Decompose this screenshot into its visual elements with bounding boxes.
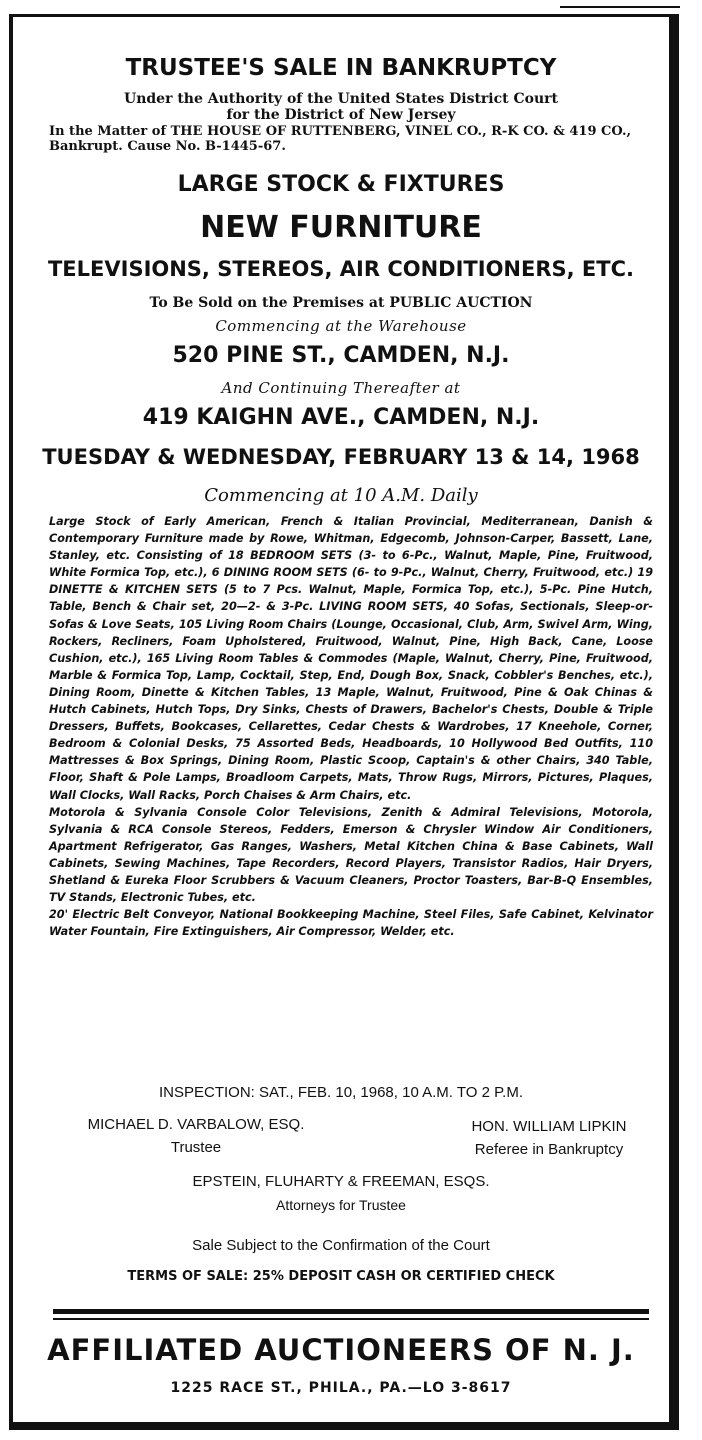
attorneys-title: Attorneys for Trustee	[276, 1197, 406, 1213]
auction-advertisement	[9, 14, 679, 1430]
electronics-paragraph: Motorola & Sylvania Console Color Televisions, Zenith & Admiral Televisions, Motorola, Sylvania & RCA Console Stereos, Fedders, Emerson & Chrysler Window Air Conditioners, Apartment Refrigerator, Gas Ranges, Washers, Metal Kitchen China & Base Cabinets, Wall Cabinets, Sewing Machines, Tape Recorders, Record Players, Transistor Radios, Hair Dryers, Shetland & Eureka Floor Scrubbers & Vacuum Cleaners, Proctor Toasters, Bar-B-Q Ensembles, TV Stands, Electronic Tubes, etc.	[49, 805, 653, 905]
authority-line-2: for the District of New Jersey	[226, 107, 456, 123]
trustee-title: Trustee	[170, 1139, 222, 1156]
attorneys-name: EPSTEIN, FLUHARTY & FREEMAN, ESQS.	[192, 1173, 490, 1190]
ad-title: TRUSTEE'S SALE IN BANKRUPTCY	[125, 55, 557, 81]
auctioneer-address: 1225 RACE ST., PHILA., PA.—LO 3-8617	[170, 1380, 512, 1396]
furniture-paragraph: Large Stock of Early American, French & Italian Provincial, Mediterranean, Danish & Contemporary Furniture made by Rowe, Whitman, Edgecomb, Johnson-Carper, Bassett, Lane, Stanley, etc. Consisting of 18 BEDROOM SETS (3- to 6-Pc., Walnut, Maple, Pine, Fruitwood, White Formica Top, etc.), 6 DINING ROOM SETS (6- to 9-Pc., Walnut, Cherry, Fruitwood, etc.) 19 DINETTE & KITCHEN SETS (5 to 7 Pcs. Walnut, Maple, Formica Top, etc.), 5-Pc. Pine Hutch, Table, Bench & Chair set, 20—2- & 3-Pc. LIVING ROOM SETS, 40 Sofas, Sectionals, Sleep-or-Sofas & Love Seats, 105 Living Room Chairs (Lounge, Occasional, Club, Arm, Swivel Arm, Wing, Rockers, Recliners, Foam Upholstered, Fruitwood, Walnut, Pine, High Back, Cane, Loose Cushion, etc.), 165 Living Room Tables & Commodes (Maple, Walnut, Cherry, Pine, Fruitwood, Marble & Formica Top, Lamp, Cocktail, Step, End, Dough Box, Snack, Cobbler's Benches, etc.), Dining Room, Dinette & Kitchen Tables, 13 Maple, Walnut, Fruitwood, Pine & Oak Chinas & Hutch Cabinets, Hutch Tops, Dry Sinks, Chests of Drawers, Bachelor's Chests, Double & Triple Dressers, Buffets, Bookcases, Cellarettes, Cedar Chests & Wardrobes, 17 Kneehole, Corner, Bedroom & Colonial Desks, 75 Assorted Beds, Headboards, 10 Hollywood Bed Outfits, 110 Mattresses & Box Springs, Dining Room, Plastic Scoop, Captain's & other Chairs, 340 Table, Floor, Shaft & Pole Lamps, Broadloom Carpets, Mats, Throw Rugs, Mirrors, Pictures, Plaques, Wall Clocks, Wall Racks, Porch Chaises & Arm Chairs, etc.	[49, 515, 653, 802]
referee-title: Referee in Bankruptcy	[474, 1141, 624, 1158]
terms-of-sale: TERMS OF SALE: 25% DEPOSIT CASH OR CERTIFIED CHECK	[127, 1269, 555, 1284]
daily-start-time: Commencing at 10 A.M. Daily	[204, 485, 478, 506]
equipment-paragraph: 20' Electric Belt Conveyor, National Bookkeeping Machine, Steel Files, Safe Cabinet, Kelvinator Water Fountain, Fire Extinguishers, Air Compressor, Welder, etc.	[49, 908, 653, 939]
court-confirmation: Sale Subject to the Confirmation of the Court	[192, 1237, 490, 1254]
stock-headline: LARGE STOCK & FIXTURES	[177, 172, 505, 197]
referee-name: HON. WILLIAM LIPKIN	[471, 1118, 627, 1135]
item-listing	[49, 513, 653, 940]
items-headline: TELEVISIONS, STEREOS, AIR CONDITIONERS, ETC.	[47, 257, 634, 281]
main-headline: NEW FURNITURE	[200, 210, 482, 245]
top-edge-rule	[560, 6, 680, 8]
divider-thin	[53, 1318, 649, 1320]
trustee-block	[51, 1116, 341, 1156]
continuing-thereafter: And Continuing Thereafter at	[221, 379, 461, 397]
commencing-warehouse: Commencing at the Warehouse	[215, 317, 467, 335]
sale-dates: TUESDAY & WEDNESDAY, FEBRUARY 13 & 14, 1968	[42, 445, 640, 469]
public-auction-line: To Be Sold on the Premises at PUBLIC AUCTION	[149, 295, 533, 311]
auctioneer-name: AFFILIATED AUCTIONEERS OF N. J.	[47, 1333, 635, 1367]
address-pine-st: 520 PINE ST., CAMDEN, N.J.	[172, 343, 510, 368]
inspection-notice: INSPECTION: SAT., FEB. 10, 1968, 10 A.M. TO 2 P.M.	[158, 1084, 524, 1101]
divider-thick	[53, 1309, 649, 1314]
bankruptcy-matter: In the Matter of THE HOUSE OF RUTTENBERG, VINEL CO., R-K CO. & 419 CO., Bankrupt. Cause No. B-1445-67.	[49, 124, 631, 154]
referee-block	[419, 1118, 679, 1158]
authority-line-1: Under the Authority of the United States District Court	[123, 91, 558, 107]
address-kaighn-ave: 419 KAIGHN AVE., CAMDEN, N.J.	[142, 405, 540, 430]
trustee-name: MICHAEL D. VARBALOW, ESQ.	[87, 1116, 305, 1133]
